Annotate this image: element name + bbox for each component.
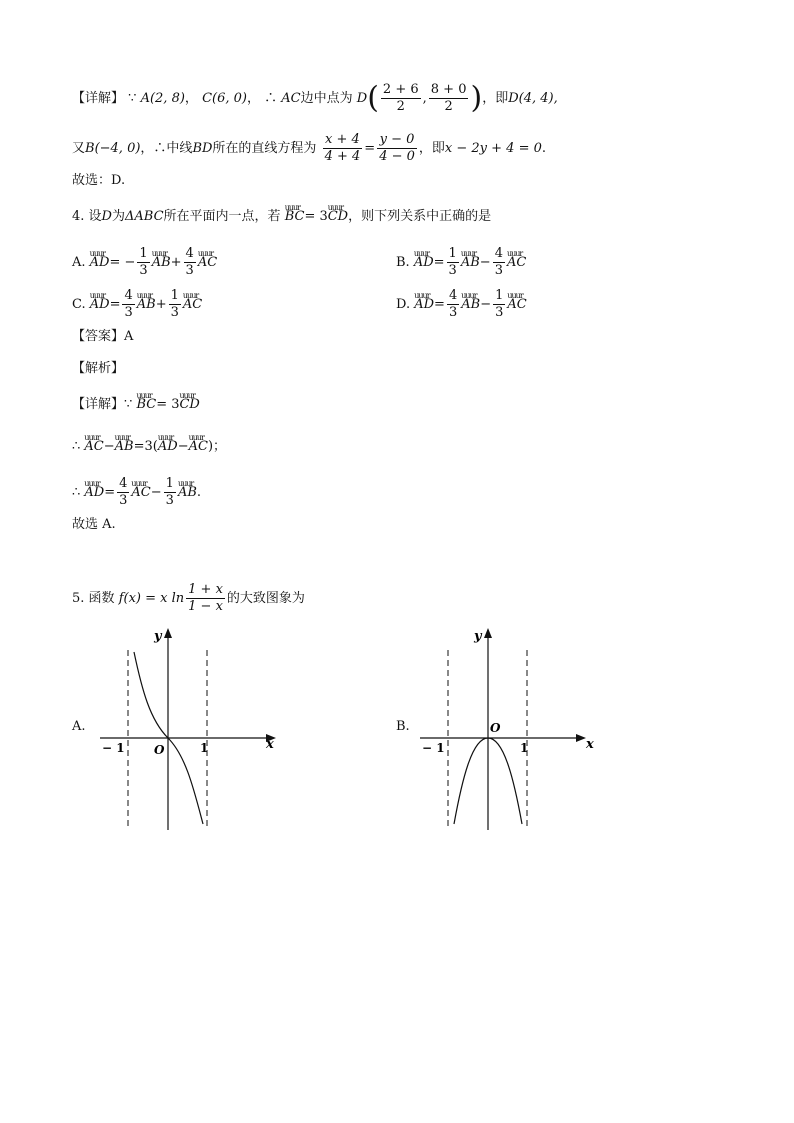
q4-analysis-tag: 【解析】 <box>72 361 125 376</box>
detail-tag: 【详解】 <box>72 91 125 106</box>
q4-option-a[interactable]: A. uuur AD= − $\frac{1}{3}$ uuur AB+ $\frac{4}{3}$ uuur AC <box>72 246 217 279</box>
x-label: x <box>266 737 274 752</box>
pos-one-label: 1 <box>520 741 529 755</box>
pos-one-label: 1 <box>200 741 209 755</box>
d-result: D(4, 4), <box>508 91 558 106</box>
y-label: y <box>474 629 482 644</box>
q4-choice: 故选 A. <box>72 517 116 532</box>
neg-one-label: − 1 <box>422 741 445 755</box>
q4-stem: 4. 设D为ΔABC所在平面内一点，若 uuur BC= 3uuur CD，则下列关系中正确的是 <box>72 208 491 226</box>
y-arrow-icon <box>164 628 172 638</box>
origin-label: O <box>490 721 501 735</box>
q3-choice: 故选：D. <box>72 173 126 188</box>
answer-value: A <box>124 329 134 344</box>
q4-detail-line-2: ∴ uuur AC−uuur AB=3(uuur AD−uuur AC)； <box>72 438 226 456</box>
vector-cd: uuur CD <box>328 208 348 226</box>
function-expression: f(x) = x ln <box>118 591 185 606</box>
point-d: D <box>356 91 368 106</box>
segment-ac: AC <box>281 91 301 106</box>
y-arrow-icon <box>484 628 492 638</box>
segment-bd: BD <box>192 141 213 156</box>
q4-option-b[interactable]: B. uuur AD= $\frac{1}{3}$ uuur AB− $\frac{4}{3}$ uuur AC <box>396 246 526 279</box>
midpoint-y-fraction: $\frac{8 + 0}{2}$ <box>430 82 467 114</box>
answer-tag: 【答案】 <box>72 329 125 344</box>
log-argument-fraction: $\frac{1 + x}{1 - x}$ <box>188 582 223 614</box>
q4-option-c[interactable]: C. uuur AD= $\frac{4}{3}$ uuur AB+ $\frac{1}{3}$ uuur AC <box>72 288 202 321</box>
point-c: C(6, 0) <box>202 91 247 106</box>
x-label: x <box>586 737 594 752</box>
q3-detail-line-1: 【详解】 ∵ A(2, 8)， C(6, 0)， ∴ AC边中点为 D( $\frac{2 + 6}{2}$ , $\frac{8 + 0}{2}$ )，即D(4, 4), <box>72 80 558 116</box>
y-label: y <box>154 629 162 644</box>
q4-option-d[interactable]: D. uuur AD= $\frac{4}{3}$ uuur AB− $\frac{1}{3}$ uuur AC <box>396 288 527 321</box>
midpoint-text: 边中点为 <box>300 91 353 106</box>
q5-stem: 5. 函数 f(x) = x ln $\frac{1 + x}{1 - x}$ 的大致图象为 <box>72 582 305 614</box>
q5-option-b-label[interactable]: B. <box>396 719 410 734</box>
line-eq-left-fraction: $\frac{x + 4}{4 + 4}$ <box>324 132 361 164</box>
line-eq-right-fraction: $\frac{y - 0}{4 - 0}$ <box>379 132 415 164</box>
point-a: A(2, 8) <box>140 91 185 106</box>
q5-option-a-label[interactable]: A. <box>72 719 86 734</box>
neg-one-label: − 1 <box>102 741 125 755</box>
q5-graph-b[interactable] <box>410 620 610 830</box>
q3-detail-line-2: 又B(−4, 0)，∴中线BD所在的直线方程为 $\frac{x + 4}{4 + 4}$ = $\frac{y - 0}{4 - 0}$ ，即x − 2y + 4 = 0. <box>72 132 547 164</box>
midpoint-x-fraction: $\frac{2 + 6}{2}$ <box>382 82 419 114</box>
x-arrow-icon <box>576 734 586 742</box>
therefore-symbol: ∴ <box>264 91 278 106</box>
point-b: B(−4, 0) <box>85 141 141 156</box>
q4-detail-line-3: ∴ uuur AD= $\frac{4}{3}$ uuur AC− $\frac{1}{3}$ uuur AB. <box>72 476 201 509</box>
q4-answer <box>72 328 133 346</box>
final-equation: x − 2y + 4 = 0 <box>444 141 542 156</box>
because-symbol: ∵ <box>128 91 137 106</box>
q4-detail-line-1: 【详解】∵ uuur BC= 3uuur CD <box>72 396 200 414</box>
vector-bc: uuur BC <box>285 208 305 226</box>
q5-graph-a[interactable] <box>90 620 290 830</box>
origin-label: O <box>154 743 165 757</box>
